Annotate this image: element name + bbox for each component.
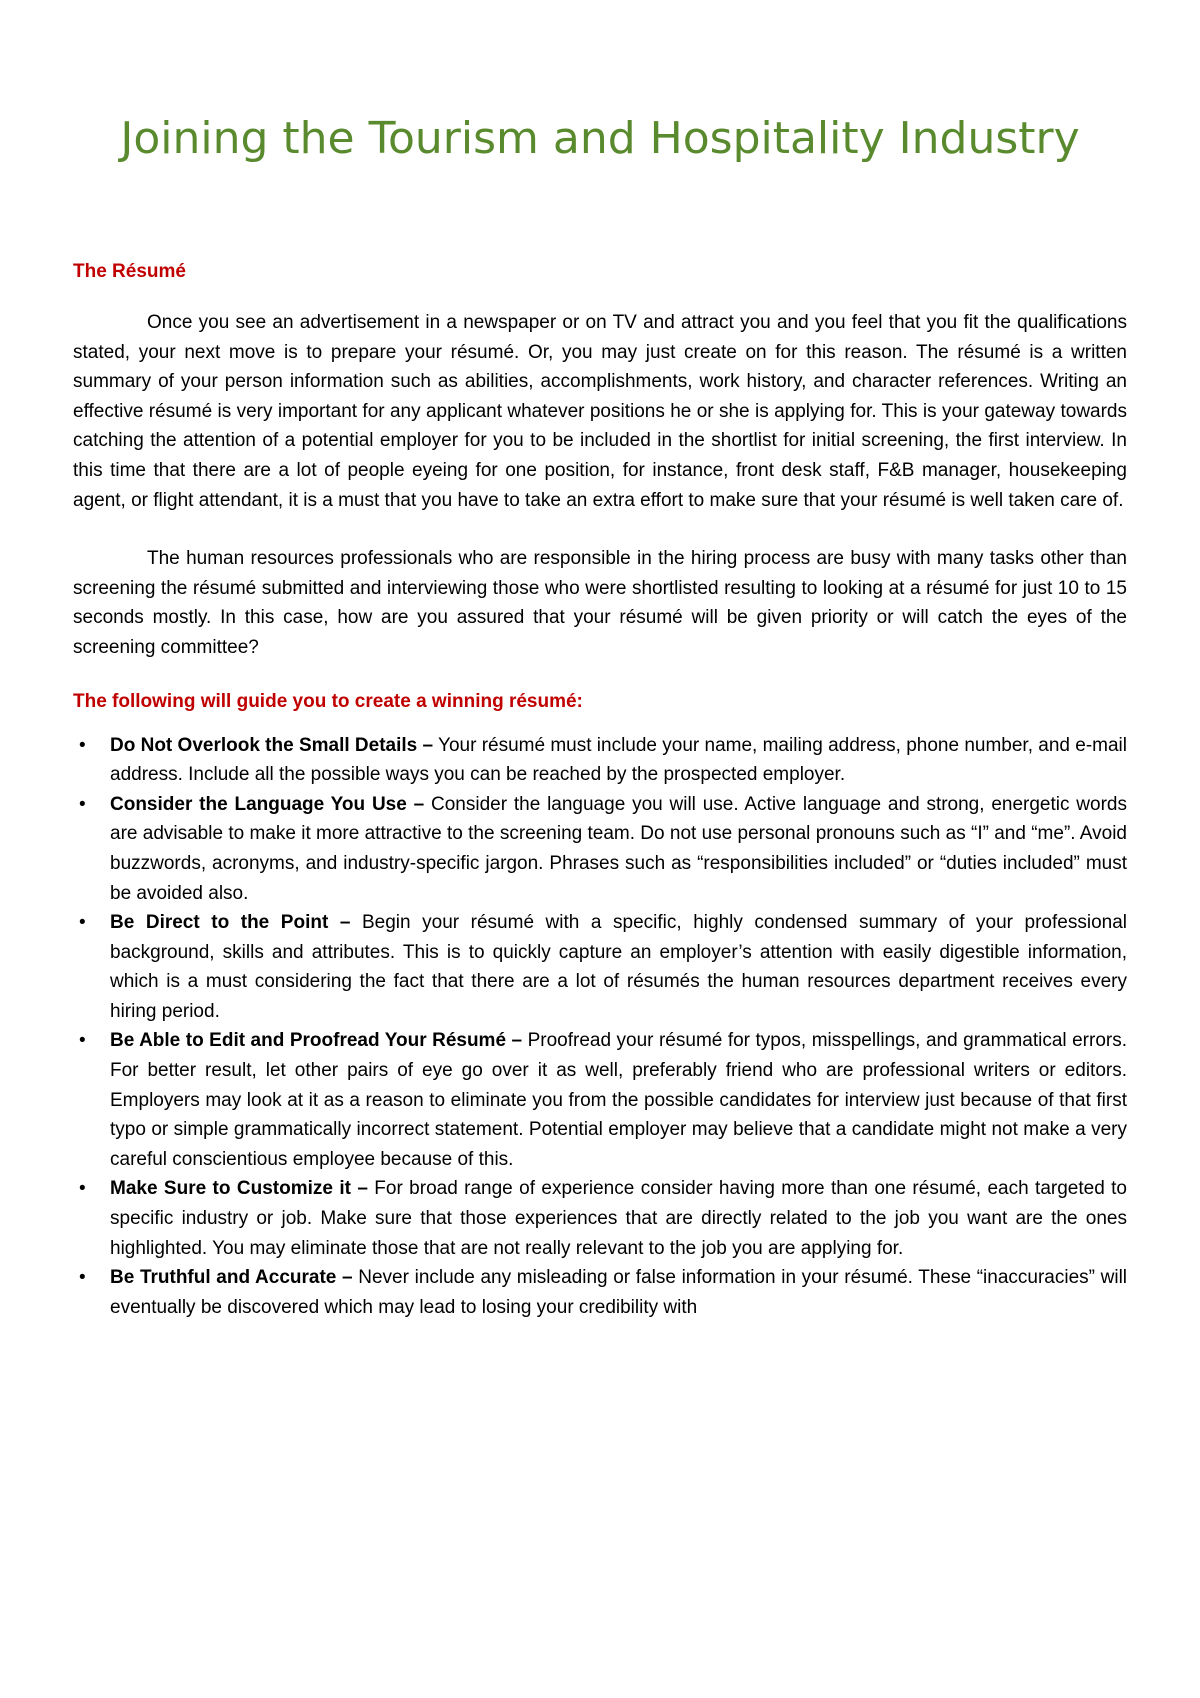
- tips-list: [73, 731, 1127, 1323]
- paragraph-hr: The human resources professionals who are responsible in the hiring process are busy with many tasks other than screening the résumé submitted and interviewing those who were shortlisted resulting to looking at a résumé for just 10 to 15 seconds mostly. In this case, how are you assured that your résumé will be given priority or will catch the eyes of the screening committee?: [73, 548, 1127, 658]
- bullet-icon: •: [79, 1178, 86, 1200]
- bullet-icon: •: [79, 1030, 86, 1052]
- tip-text: Begin your résumé with a specific, highly condensed summary of your professional background, skills and attributes. This is to quickly capture an employer’s attention with easily digestible information, which is a must considering the fact that there are a lot of résumés the human resources department receives every hiring period.: [110, 912, 1127, 1022]
- list-item: [73, 908, 1127, 1026]
- tip-text: Never include any misleading or false information in your résumé. These “inaccuracies” will eventually be discovered which may lead to losing your credibility with: [110, 1267, 1128, 1318]
- list-item: [73, 1026, 1127, 1174]
- list-item: [73, 790, 1127, 908]
- section-heading-resume: The Résumé: [73, 261, 186, 282]
- tip-title: Make Sure to Customize it –: [110, 1178, 368, 1200]
- tip-title: Be Truthful and Accurate –: [110, 1267, 353, 1289]
- tip-title: Be Direct to the Point –: [110, 912, 351, 934]
- tip-title: Consider the Language You Use –: [110, 793, 425, 815]
- tip-title: Be Able to Edit and Proofread Your Résumé –: [110, 1030, 523, 1052]
- page-title: Joining the Tourism and Hospitality Industry: [120, 113, 1080, 164]
- list-item: [73, 731, 1127, 790]
- paragraph-intro: Once you see an advertisement in a newspaper or on TV and attract you and you feel that you fit the qualifications stated, your next move is to prepare your résumé. Or, you may just create on for this reason. The résumé is a written summary of your person information such as abilities, accomplishments, work history, and character references. Writing an effective résumé is very important for any applicant whatever positions he or she is applying for. This is your gateway towards catching the attention of a potential employer for you to be included in the shortlist for initial screening, the first interview. In this time that there are a lot of people eyeing for one position, for instance, front desk staff, F&B manager, housekeeping agent, or flight attendant, it is a must that you have to take an extra effort to make sure that your résumé is well taken care of.: [73, 312, 1127, 511]
- tip-text: For broad range of experience consider having more than one résumé, each targeted to specific industry or job. Make sure that those experiences that are directly related to the job you want are the ones highlighted. You may eliminate those that are not really relevant to the job you are applying for.: [110, 1178, 1127, 1259]
- bullet-icon: •: [79, 734, 86, 756]
- list-item: [73, 1263, 1127, 1322]
- guide-heading: The following will guide you to create a winning résumé:: [73, 690, 583, 712]
- tip-text: Consider the language you will use. Active language and strong, energetic words are advisable to make it more attractive to the screening team. Do not use personal pronouns such as “I” and “me”. Avoid buzzwords, acronyms, and industry-specific jargon. Phrases such as “responsibilities included” or “duties included” must be avoided also.: [110, 793, 1127, 904]
- bullet-icon: •: [79, 793, 86, 815]
- bullet-icon: •: [79, 1267, 86, 1289]
- bullet-icon: •: [79, 912, 86, 934]
- tip-text: Your résumé must include your name, mailing address, phone number, and e-mail address. Include all the possible ways you can be reached by the prospected employer.: [110, 734, 1127, 786]
- list-item: [73, 1174, 1127, 1263]
- tip-text: Proofread your résumé for typos, misspellings, and grammatical errors. For better result, let other pairs of eye go over it as well, preferably friend who are professional writers or editors. Employers may look at it as a reason to eliminate you from the possible candidates for interview just because of that first typo or simple grammatically incorrect statement. Potential employer may believe that a candidate might not make a very careful conscientious employee because of this.: [110, 1030, 1128, 1170]
- tip-title: Do Not Overlook the Small Details –: [110, 734, 434, 756]
